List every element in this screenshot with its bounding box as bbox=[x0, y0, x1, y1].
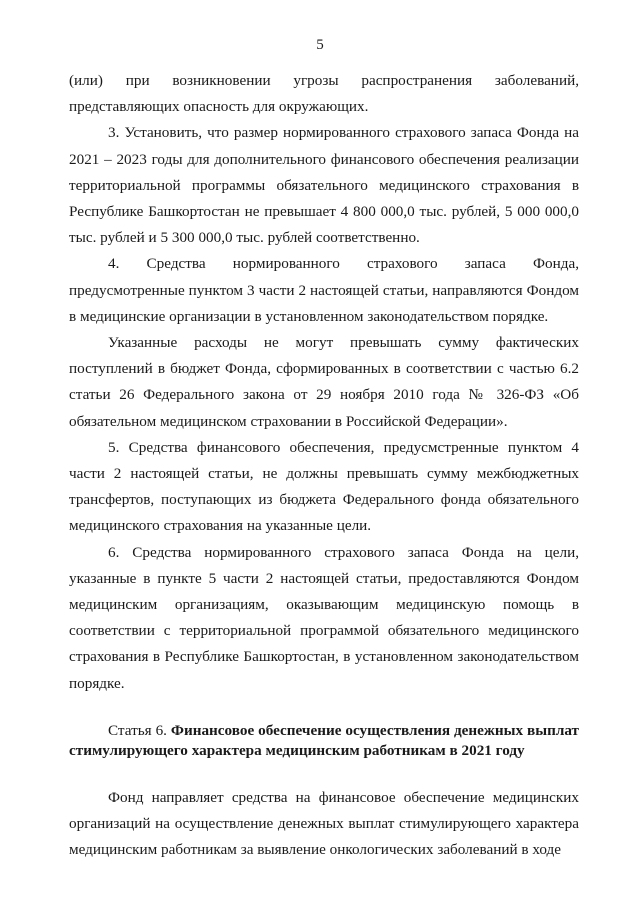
article-heading bbox=[69, 721, 579, 761]
page-number: 5 bbox=[316, 37, 324, 53]
paragraph-item-4: 4. Средства нормированного страхового запаса Фонда, предусмотренные пунктом 3 части 2 настоящей статьи, направляются Фондом в медицинские организации в установленном законодательством порядке. bbox=[69, 255, 579, 325]
paragraph-continuation: (или) при возникновении угрозы распространения заболеваний, представляющих опасность для окружающих. bbox=[69, 72, 579, 116]
article-label: Статья 6. bbox=[108, 721, 167, 739]
article-title: Финансовое обеспечение осуществления денежных выплат стимулирующего характера медицинским работникам в 2021 году bbox=[69, 721, 580, 759]
paragraph-article-6-body: Фонд направляет средства на финансовое обеспечение медицинских организаций на осуществление денежных выплат стимулирующего характера медицинским работникам за выявление онкологических заболеваний в ходе bbox=[69, 788, 579, 859]
paragraph-item-3: 3. Установить, что размер нормированного страхового запаса Фонда на 2021 – 2023 годы для дополнительного финансового обеспечения реализации территориальной программы обязательного медицинского страхования в Республике Башкортостан не превышает 4 800 000,0 тыс. рублей, 5 000 000,0 тыс. рублей и 5 300 000,0 тыс. рублей соответственно. bbox=[69, 124, 579, 247]
document-body bbox=[69, 68, 579, 863]
paragraph-expenses-limit: Указанные расходы не могут превышать сумму фактических поступлений в бюджет Фонда, сформированных в соответствии с частью 6.2 статьи 26 Федерального закона от 29 ноября 2010 года № 326-ФЗ «Об обязательном медицинском страховании в Российской Федерации». bbox=[69, 334, 579, 430]
paragraph-item-5: 5. Средства финансового обеспечения, предусмстренные пунктом 4 части 2 настоящей статьи, не должны превышать сумму межбюджетных трансфертов, поступающих из бюджета Федерального фонда обязательного медицинского страхования на указанные цели. bbox=[69, 438, 579, 535]
paragraph-item-6: 6. Средства нормированного страхового запаса Фонда на цели, указанные в пункте 5 части 2 настоящей статьи, предоставляются Фондом медицинским организациям, оказывающим медицинскую помощь в соответствии с территориальной программой обязательного медицинского страхования в Республике Башкортостан, в установленном законодательством порядке. bbox=[69, 543, 579, 692]
